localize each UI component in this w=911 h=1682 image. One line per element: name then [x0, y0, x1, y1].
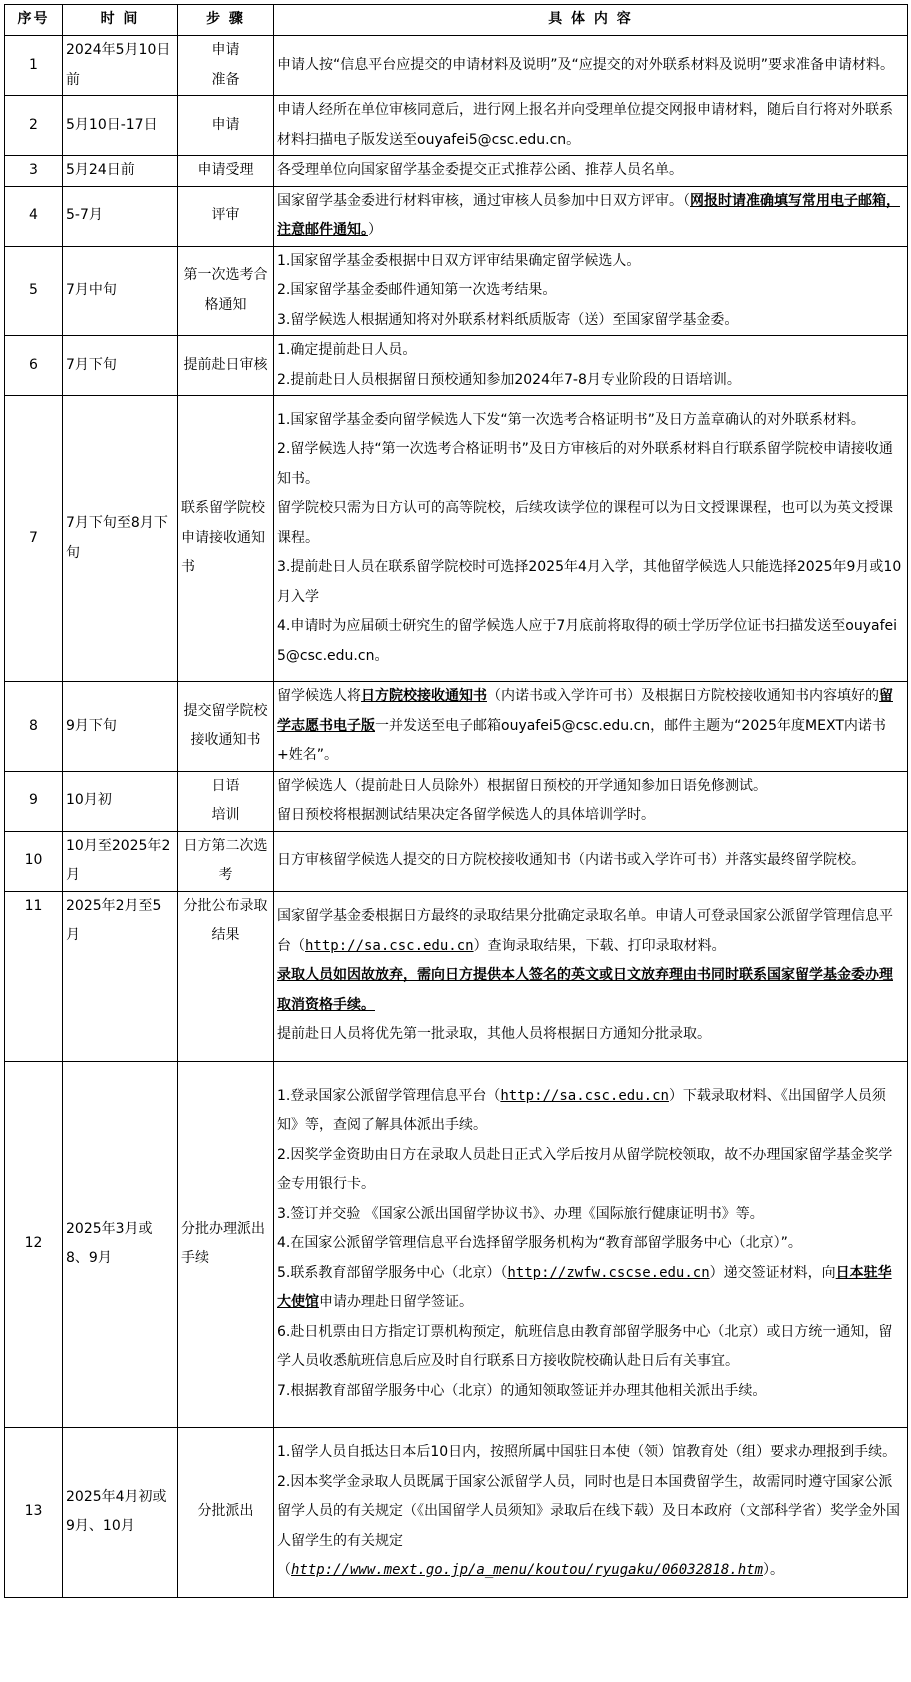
- content-text: ）递交签证材料，向: [709, 1264, 836, 1281]
- content-item: [277, 1082, 903, 1141]
- content-text: 1.登录国家公派留学管理信息平台（: [277, 1087, 501, 1104]
- content-item: 4.在国家公派留学管理信息平台选择留学服务机构为“教育部留学服务中心（北京）”。: [277, 1235, 802, 1252]
- cscse-link[interactable]: http://zwfw.cscse.edu.cn: [507, 1264, 710, 1281]
- row-step: 分批公布录取结果: [178, 891, 274, 1061]
- emphasis-text: 日方院校接收通知书: [361, 688, 487, 704]
- content-item: 留学院校只需为日方认可的高等院校，后续攻读学位的课程可以为日文授课课程，也可以为英文授课课程。: [277, 500, 893, 546]
- row-num: 7: [5, 396, 63, 682]
- row-num: 13: [5, 1427, 63, 1597]
- content-text: （: [277, 1562, 291, 1579]
- step-line: [181, 772, 270, 831]
- row-content: [274, 831, 908, 891]
- row-time: 10月至2025年2月: [63, 831, 178, 891]
- content-text: 各受理单位向国家留学基金委提交正式推荐公函、推荐人员名单。: [277, 162, 683, 178]
- row-step: 联系留学院校申请接收通知书: [178, 396, 274, 682]
- content-item: 2.留学候选人持“第一次选考合格证明书”及日方审核后的对外联系材料自行联系留学院校申请接收通知书。: [277, 441, 893, 487]
- content-text: 申请办理赴日留学签证。: [319, 1294, 473, 1311]
- content-item: 6.赴日机票由日方指定订票机构预定，航班信息由教育部留学服务中心（北京）或日方统一通知，留学人员收悉航班信息后应及时自行联系日方接收院校确认赴日后有关事宜。: [277, 1323, 893, 1370]
- row-content: [274, 156, 908, 187]
- row-time: 2025年2月至5月: [63, 891, 178, 1061]
- header-step: 步 骤: [178, 5, 274, 36]
- content-item: 2.因本奖学金录取人员既属于国家公派留学人员，同时也是日本国费留学生，故需同时遵守国家公派留学人员的有关规定（《出国留学人员须知》录取后在线下载）及日本政府（文部科学省）奖学金外国人留学生的有关规定: [277, 1473, 900, 1549]
- table-header-row: [5, 5, 908, 36]
- content-item: [277, 1556, 903, 1586]
- row-num: 8: [5, 682, 63, 772]
- content-item: 1.国家留学基金委向留学候选人下发“第一次选考合格证明书”及日方盖章确认的对外联系材料。: [277, 411, 865, 428]
- table-row: [5, 246, 908, 336]
- table-row: [5, 891, 908, 1061]
- schedule-table: [4, 4, 908, 1598]
- sa-platform-link[interactable]: http://sa.csc.edu.cn: [305, 937, 474, 954]
- content-text: 日方审核留学候选人提交的日方院校接收通知书（内诺书或入学许可书）并落实最终留学院校。: [277, 852, 865, 869]
- row-step: 提交留学院校接收通知书: [178, 682, 274, 772]
- content-item: 留日预校将根据测试结果决定各留学候选人的具体培训学时。: [277, 807, 655, 823]
- content-text: 国家留学基金委进行材料审核，通过审核人员参加中日双方评审。（: [277, 192, 690, 209]
- content-item: [277, 1259, 903, 1318]
- header-num: 序号: [5, 5, 63, 36]
- table-row: [5, 831, 908, 891]
- content-item: 3.留学候选人根据通知将对外联系材料纸质版寄（送）至国家留学基金委。: [277, 311, 739, 328]
- row-content: [274, 682, 908, 772]
- row-time: 2025年4月初或9月、10月: [63, 1427, 178, 1597]
- row-num: 11: [5, 891, 63, 1061]
- content-text: 留学候选人将: [277, 688, 361, 704]
- row-step: 评审: [178, 186, 274, 246]
- table-row: [5, 396, 908, 682]
- content-item: 7.根据教育部留学服务中心（北京）的通知领取签证并办理其他相关派出手续。: [277, 1382, 767, 1399]
- row-time: 10月初: [63, 771, 178, 831]
- step-line: [181, 36, 270, 95]
- content-paragraph: 提前赴日人员将优先第一批录取，其他人员将根据日方通知分批录取。: [277, 1026, 711, 1043]
- content-text: 申请人按“信息平台应提交的申请材料及说明”及“应提交的对外联系材料及说明”要求准备申请材料。: [277, 56, 895, 73]
- table-row: [5, 682, 908, 772]
- content-item: 4.申请时为应届硕士研究生的留学候选人应于7月底前将取得的硕士学历学位证书扫描发送至ouyafei5@csc.edu.cn。: [277, 618, 897, 664]
- content-text: （内诺书或入学许可书）及根据日方院校接收通知书内容填好的: [487, 688, 879, 704]
- table-row: [5, 771, 908, 831]
- content-text: ）查询录取结果，下载、打印录取材料。: [473, 937, 726, 954]
- content-text: 5.联系教育部留学服务中心（北京）（: [277, 1264, 508, 1281]
- row-content: [274, 336, 908, 396]
- row-content: [274, 96, 908, 156]
- row-time: 2024年5月10日前: [63, 36, 178, 96]
- emphasis-text: 网报时请准确填写常用电子邮箱，注意邮件通知。: [277, 192, 900, 238]
- content-item: 2.提前赴日人员根据留日预校通知参加2024年7-8月专业阶段的日语培训。: [277, 371, 741, 388]
- row-content: [274, 771, 908, 831]
- content-item: 1.国家留学基金委根据中日双方评审结果确定留学候选人。: [277, 252, 641, 269]
- table-row: [5, 186, 908, 246]
- row-content: [274, 891, 908, 1061]
- row-num: 12: [5, 1061, 63, 1427]
- row-time: 9月下旬: [63, 682, 178, 772]
- content-item: 3.提前赴日人员在联系留学院校时可选择2025年4月入学，其他留学候选人只能选择2025年9月或10月入学: [277, 559, 902, 605]
- embassy-text: 日本驻华大使馆: [277, 1264, 892, 1311]
- content-item: 2.国家留学基金委邮件通知第一次选考结果。: [277, 282, 557, 298]
- row-num: 5: [5, 246, 63, 336]
- content-text: 一并发送至电子邮箱ouyafei5@csc.edu.cn，邮件主题为“2025年度MEXT内诺书+姓名”。: [277, 717, 886, 763]
- row-time: 5-7月: [63, 186, 178, 246]
- table-row: [5, 336, 908, 396]
- row-num: 6: [5, 336, 63, 396]
- row-time: 5月10日-17日: [63, 96, 178, 156]
- content-text: ）下载录取材料、《出国留学人员须知》等，查阅了解具体派出手续。: [277, 1087, 886, 1134]
- step-line-part: 培训: [211, 807, 240, 823]
- row-time: 2025年3月或8、9月: [63, 1061, 178, 1427]
- step-line-part: 申请: [211, 42, 240, 58]
- row-content: [274, 1427, 908, 1597]
- row-step: [178, 36, 274, 96]
- row-time: 7月下旬: [63, 336, 178, 396]
- content-item: 留学候选人（提前赴日人员除外）根据留日预校的开学通知参加日语免修测试。: [277, 777, 767, 794]
- row-step: 分批办理派出手续: [178, 1061, 274, 1427]
- content-text: ）: [368, 222, 382, 238]
- row-num: 1: [5, 36, 63, 96]
- row-step: 日方第二次选考: [178, 831, 274, 891]
- row-num: 9: [5, 771, 63, 831]
- row-step: 申请: [178, 96, 274, 156]
- row-step: [178, 771, 274, 831]
- header-time: 时 间: [63, 5, 178, 36]
- row-content: [274, 186, 908, 246]
- row-content: [274, 396, 908, 682]
- content-item: 3.签订并交验 《国家公派出国留学协议书》、办理《国际旅行健康证明书》等。: [277, 1205, 764, 1222]
- row-time: 7月中旬: [63, 246, 178, 336]
- row-step: 提前赴日审核: [178, 336, 274, 396]
- table-row: [5, 96, 908, 156]
- table-row: [5, 156, 908, 187]
- row-step: 申请受理: [178, 156, 274, 187]
- sa-platform-link[interactable]: http://sa.csc.edu.cn: [500, 1087, 669, 1104]
- row-content: [274, 246, 908, 336]
- row-step: 分批派出: [178, 1427, 274, 1597]
- content-item: 2.因奖学金资助由日方在录取人员赴日正式入学后按月从留学院校领取，故不办理国家留学基金奖学金专用银行卡。: [277, 1146, 893, 1193]
- content-text: 国家留学基金委根据日方最终的录取结果分批确定录取名单。申请人可登录国家公派留学管理信息平台（: [277, 908, 893, 954]
- header-content: 具 体 内 容: [274, 5, 908, 36]
- content-paragraph: [277, 902, 903, 961]
- content-item: 1.留学人员自抵达日本后10日内，按照所属中国驻日本使（领）馆教育处（组）要求办理报到手续。: [277, 1444, 897, 1461]
- row-time: 5月24日前: [63, 156, 178, 187]
- row-num: 3: [5, 156, 63, 187]
- row-time: 7月下旬至8月下旬: [63, 396, 178, 682]
- table-row: [5, 1061, 908, 1427]
- row-content: [274, 36, 908, 96]
- step-line-part: 日语: [211, 777, 240, 794]
- withdrawal-notice: 录取人员如因故放弃，需向日方提供本人签名的英文或日文放弃理由书同时联系国家留学基金委办理取消资格手续。: [277, 967, 893, 1013]
- table-row: [5, 1427, 908, 1597]
- emphasis-text: 留学志愿书电子版: [277, 688, 893, 734]
- row-num: 10: [5, 831, 63, 891]
- step-line-part: 准备: [211, 71, 240, 88]
- row-num: 2: [5, 96, 63, 156]
- table-row: [5, 36, 908, 96]
- row-step: 第一次选考合格通知: [178, 246, 274, 336]
- content-text: 申请人经所在单位审核同意后，进行网上报名并向受理单位提交网报申请材料，随后自行将对外联系材料扫描电子版发送至ouyafei5@csc.edu.cn。: [277, 102, 893, 148]
- row-content: [274, 1061, 908, 1427]
- content-text: ）。: [763, 1562, 785, 1579]
- content-item: 1.确定提前赴日人员。: [277, 342, 417, 358]
- mext-link[interactable]: http://www.mext.go.jp/a_menu/koutou/ryugaku/06032818.htm: [291, 1562, 764, 1579]
- row-num: 4: [5, 186, 63, 246]
